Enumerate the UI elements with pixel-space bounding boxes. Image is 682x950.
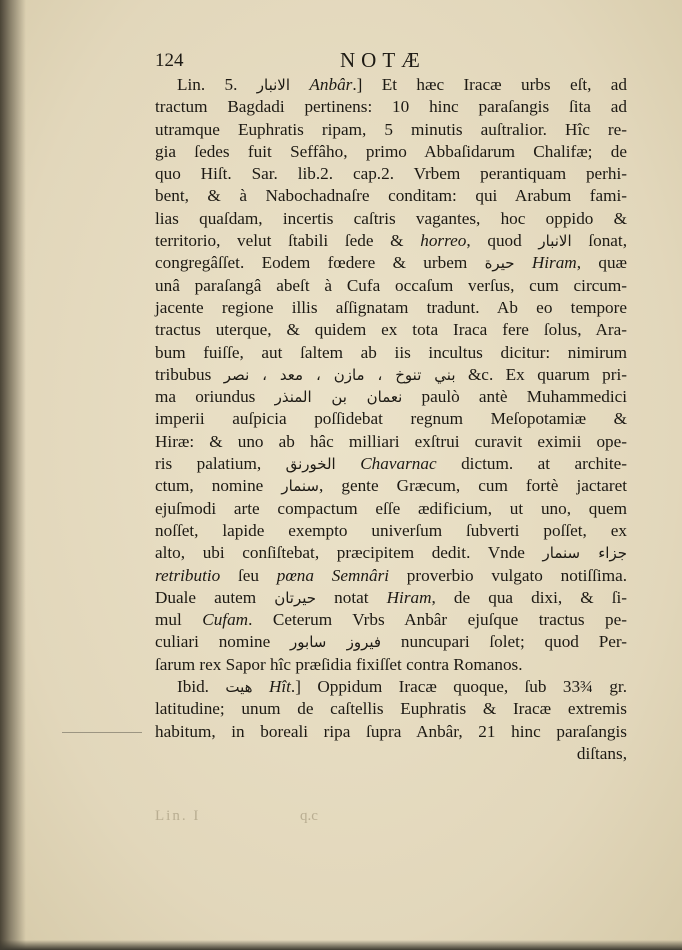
text-span: Duale autem bbox=[155, 587, 275, 607]
text-span: ſeu bbox=[220, 565, 277, 585]
text-span: &c. Ex quarum pri- bbox=[455, 364, 627, 384]
arabic-word: هيت bbox=[225, 678, 253, 697]
text-line bbox=[155, 475, 627, 497]
text-span: paulò antè Muhammedici bbox=[402, 387, 627, 407]
text-span: Lin. 5. bbox=[177, 75, 257, 94]
text-line bbox=[155, 74, 627, 96]
body-text bbox=[155, 74, 627, 765]
arabic-word: حيرتان bbox=[274, 588, 317, 607]
text-span: ejuſmodi arte compactum eſſe ædificium, ut uno, quem bbox=[155, 498, 627, 518]
text-line bbox=[155, 698, 627, 720]
text-line bbox=[155, 587, 627, 609]
arabic-word: بني تنوخ ، مازن ، معد ، نصر bbox=[223, 365, 456, 384]
arabic-word: سنمار bbox=[281, 477, 319, 496]
arabic-word: الانبار bbox=[538, 232, 572, 251]
text-line bbox=[155, 631, 627, 653]
text-span: gia ſedes fuit Seffâho, primo Abbaſidarum Chalifæ; de bbox=[155, 141, 627, 161]
arabic-word: الانبار bbox=[256, 76, 291, 94]
text-span: territorio, velut ſtabili ſede & bbox=[155, 231, 421, 251]
text-line bbox=[155, 119, 627, 141]
text-line bbox=[155, 297, 627, 319]
text-line bbox=[155, 676, 627, 698]
text-span: Hiræ: & uno ab hâc milliari exſtrui curavit eximii ope- bbox=[155, 431, 627, 451]
arabic-word: الخورنق bbox=[285, 455, 336, 474]
text-span: mul bbox=[155, 610, 203, 630]
text-span: ris palatium, bbox=[155, 454, 286, 474]
text-line bbox=[155, 408, 627, 430]
italic-term: Chavarnac bbox=[335, 454, 437, 474]
text-span: . Ceterum Vrbs Anbâr ejuſque tractus pe- bbox=[248, 610, 627, 630]
text-line bbox=[155, 185, 627, 207]
text-span: latitudine; unum de caſtellis Euphratis & Iracæ extremis bbox=[155, 699, 627, 719]
bottom-edge-shadow bbox=[0, 940, 682, 950]
text-span: dictum. at archite- bbox=[436, 454, 627, 474]
text-span: culiari nomine bbox=[155, 632, 291, 652]
text-span: utramque Euphratis ripam, 5 minutis auſtralior. Hîc re- bbox=[155, 119, 627, 139]
text-span: .] Et hæc Iracæ urbs eſt, ad bbox=[352, 75, 627, 94]
text-line bbox=[155, 364, 627, 386]
text-span: ſarum rex Sapor hîc præſidia fixiſſet contra Romanos. bbox=[155, 654, 523, 674]
text-span: tractum Bagdadi pertinens: 10 hinc paraſangis ſita ad bbox=[155, 97, 627, 117]
text-span: noſſet, lapide exempto univerſum ſubverti poſſet, ex bbox=[155, 520, 627, 540]
arabic-word: فيروز سابور bbox=[290, 633, 382, 652]
italic-term: Hiram bbox=[514, 253, 577, 273]
text-span: ſonat, bbox=[571, 231, 627, 251]
text-span: proverbio vulgato notiſſima. bbox=[389, 565, 628, 585]
text-line bbox=[155, 96, 627, 118]
text-span: imperii auſpicia poſſidebat regnum Meſopotamiæ & bbox=[155, 409, 627, 429]
text-line bbox=[155, 743, 627, 765]
text-span: bum fuiſſe, aut ſaltem ab iis incultus dicitur: nimirum bbox=[155, 342, 627, 362]
page-header bbox=[155, 48, 625, 74]
text-span: bent, & à Nabochadnaſre conditam: qui Arabum fami- bbox=[155, 186, 627, 206]
text-line bbox=[155, 498, 627, 520]
arabic-word: نعمان بن المنذر bbox=[274, 388, 403, 407]
text-span: unâ paraſangâ abeſt à Cufa occaſum verſus, cum circum- bbox=[155, 275, 627, 295]
italic-term: horreo bbox=[420, 231, 467, 251]
bleed-through-text: q.c bbox=[300, 808, 318, 824]
page-number: 124 bbox=[155, 50, 184, 71]
text-span: alto, ubi conſiſtebat, præcipitem dedit. Vnde bbox=[155, 543, 543, 563]
text-span: jacente regione illis aſſignatam tradunt. Ab eo tempore bbox=[155, 297, 627, 317]
running-head: NOTÆ bbox=[340, 48, 426, 72]
text-span: , quæ bbox=[576, 253, 627, 273]
text-line bbox=[155, 721, 627, 743]
arabic-word: جزاء سنمار bbox=[542, 544, 627, 563]
text-line bbox=[155, 319, 627, 341]
text-span: , gente Græcum, cum fortè jactaret bbox=[318, 476, 628, 496]
text-line bbox=[155, 230, 627, 252]
text-span: quo Hiſt. Sar. lib.2. cap.2. Vrbem perantiquam perhi- bbox=[155, 164, 627, 184]
text-span: notat bbox=[316, 587, 387, 607]
text-line bbox=[155, 654, 627, 676]
text-span: lias quaſdam, incertis caſtris vagantes, hoc oppido & bbox=[155, 208, 627, 228]
text-line bbox=[155, 163, 627, 185]
text-span: diſtans, bbox=[576, 743, 627, 763]
bleed-through-text: Lin. I bbox=[155, 808, 201, 824]
text-span: congregâſſet. Eodem fœdere & urbem bbox=[155, 253, 485, 273]
italic-term: Cufam bbox=[202, 610, 249, 630]
text-line bbox=[155, 208, 627, 230]
text-span: tribubus bbox=[155, 364, 224, 384]
text-span: , de qua dixi, & ſi- bbox=[431, 587, 627, 607]
text-span: nuncupari ſolet; quod Per- bbox=[381, 632, 627, 652]
text-span: ctum, nomine bbox=[155, 476, 282, 496]
text-line bbox=[155, 520, 627, 542]
text-span: habitum, in boreali ripa ſupra Anbâr, 21 hinc paraſangis bbox=[155, 721, 627, 741]
arabic-word: حيرة bbox=[484, 254, 515, 273]
text-line bbox=[155, 342, 627, 364]
text-line bbox=[155, 275, 627, 297]
italic-term: Hît bbox=[252, 677, 291, 697]
italic-term: Anbâr bbox=[290, 75, 353, 94]
text-span: tractus uterque, & quidem ex tota Iraca fere ſolus, Ara- bbox=[155, 320, 627, 340]
text-line bbox=[155, 431, 627, 453]
text-span: ma oriundus bbox=[155, 387, 275, 407]
italic-term: retributio bbox=[155, 565, 221, 585]
text-span: , quod bbox=[466, 231, 539, 251]
text-line bbox=[155, 542, 627, 564]
italic-term: Hiram bbox=[386, 587, 432, 607]
text-span: .] Oppidum Iracæ quoque, ſub 33¾ gr. bbox=[290, 677, 627, 697]
pencil-mark bbox=[62, 732, 142, 733]
italic-term: pœna Semnâri bbox=[276, 565, 390, 585]
text-line bbox=[155, 453, 627, 475]
text-span: Ibid. bbox=[177, 677, 226, 697]
gutter-shadow bbox=[0, 0, 26, 950]
text-line bbox=[155, 565, 627, 587]
text-line bbox=[155, 141, 627, 163]
text-line bbox=[155, 386, 627, 408]
text-line bbox=[155, 252, 627, 274]
text-line bbox=[155, 609, 627, 631]
